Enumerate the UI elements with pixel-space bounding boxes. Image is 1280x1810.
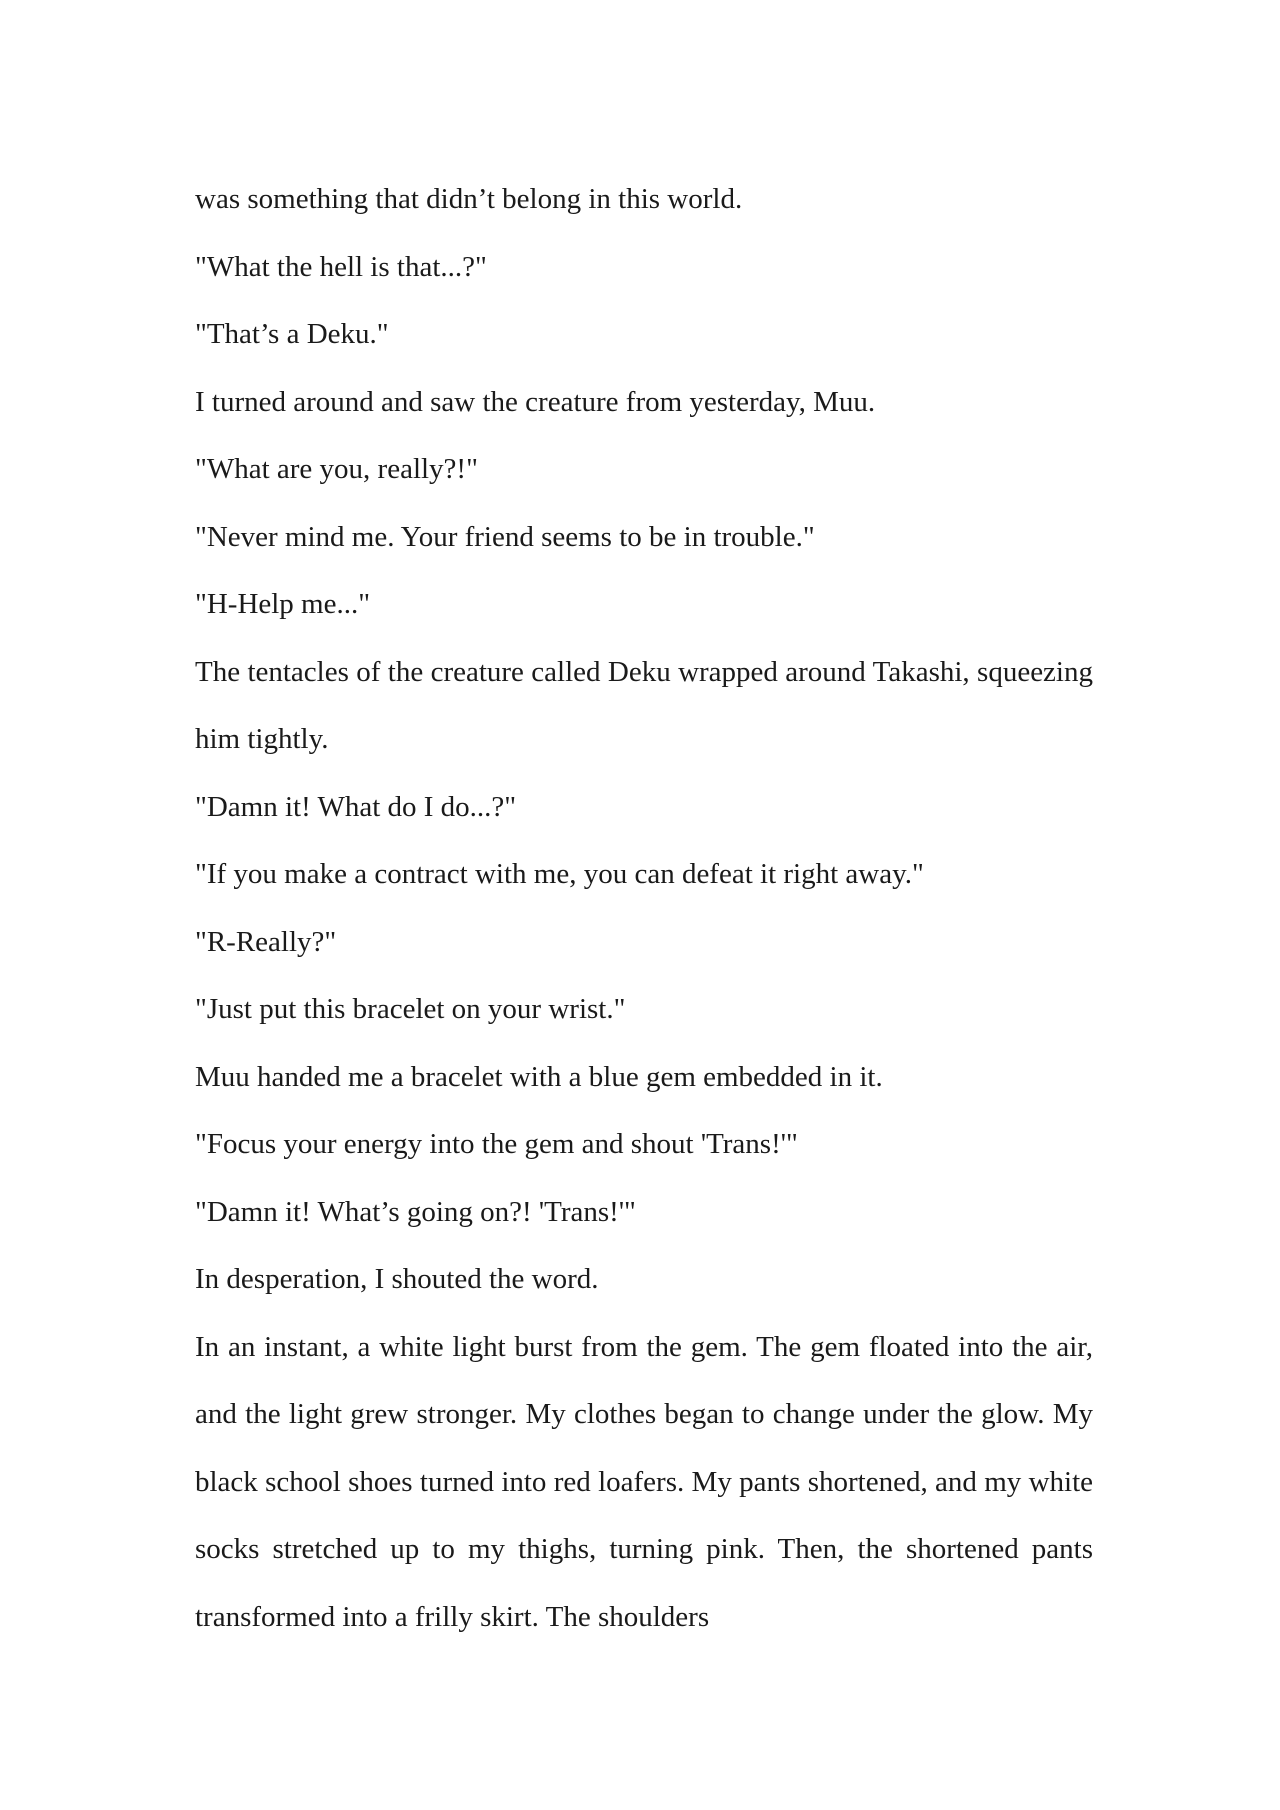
paragraph-2: "What the hell is that...?" — [195, 250, 487, 283]
paragraph-3: "That’s a Deku." — [195, 318, 389, 350]
paragraph-10: "If you make a contract with me, you can defeat it right away." — [195, 858, 924, 890]
paragraph-9: "Damn it! What do I do...?" — [195, 790, 517, 823]
paragraph-4: I turned around and saw the creature from yesterday, Muu. — [195, 385, 876, 418]
paragraph-11: "R-Really?" — [195, 925, 337, 958]
paragraph-17: In an instant, a white light burst from the gem. The gem floated into the air, and the light grew stronger. My clothes began to change under the glow. My black school shoes turned into red loafers. My pants shortened, and my white socks stretched up to my thighs, turning pink. Then, the shortened pants transformed into a frilly skirt. The shoulders — [195, 1330, 1093, 1633]
paragraph-5: "What are you, really?!" — [195, 453, 478, 485]
paragraph-14: "Focus your energy into the gem and shout 'Trans!'" — [195, 1128, 798, 1160]
paragraph-8: The tentacles of the creature called Deku wrapped around Takashi, squeezing him tightly. — [195, 655, 1093, 755]
paragraph-13: Muu handed me a bracelet with a blue gem embedded in it. — [195, 1060, 883, 1093]
paragraph-16: In desperation, I shouted the word. — [195, 1263, 599, 1295]
paragraph-7: "H-Help me..." — [195, 588, 371, 620]
story-text — [195, 166, 1093, 1651]
paragraph-15: "Damn it! What’s going on?! 'Trans!'" — [195, 1195, 636, 1228]
paragraph-12: "Just put this bracelet on your wrist." — [195, 993, 626, 1025]
paragraph-1: was something that didn’t belong in this world. — [195, 183, 743, 215]
paragraph-6: "Never mind me. Your friend seems to be in trouble." — [195, 520, 815, 553]
